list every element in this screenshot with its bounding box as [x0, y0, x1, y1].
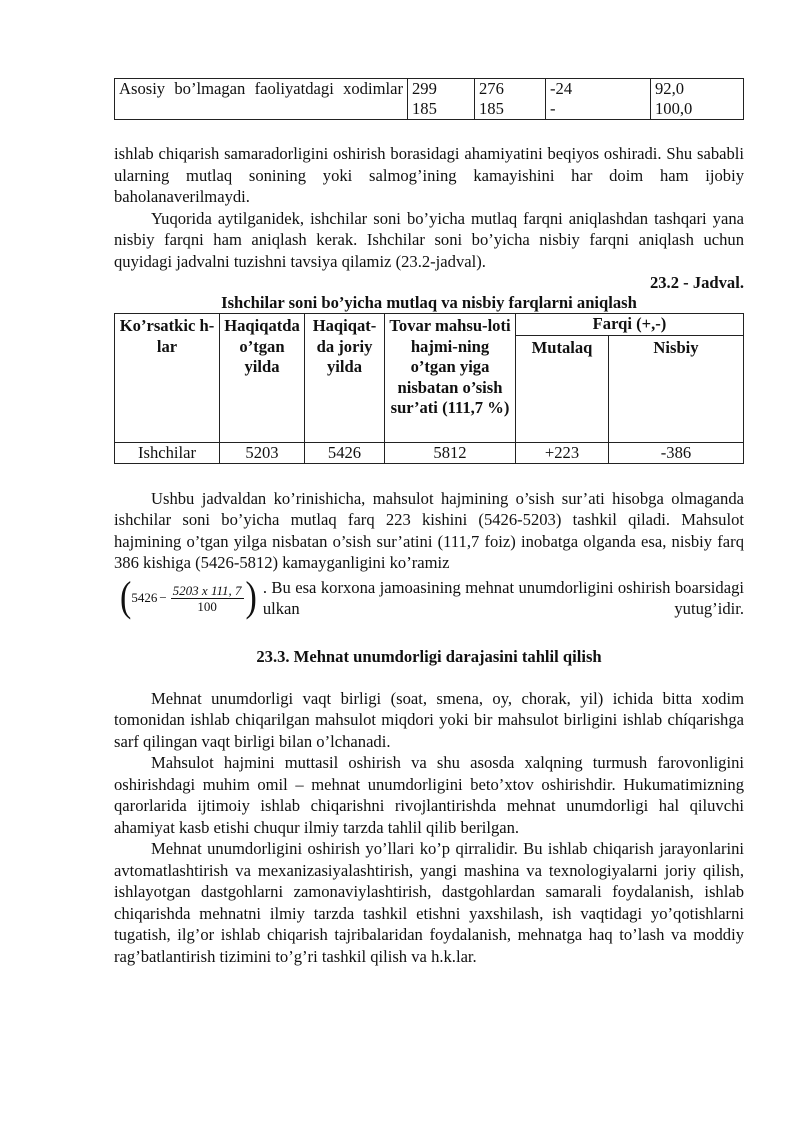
paragraph-continuation: . Bu esa korxona jamoasining mehnat unumdorligini oshirish boarsidagi ulkan yutug’idir. — [262, 577, 744, 618]
header-cell: Farqi (+,-) — [516, 314, 744, 336]
table-cell: 5203 — [220, 442, 305, 463]
formula-denominator: 100 — [197, 598, 217, 614]
table-cell — [408, 79, 475, 120]
paragraph: Yuqorida aytilganidek, ishchilar soni bo’yicha mutlaq farqni aniqlashdan tashqari yana nisbiy farqni ham aniqlash kerak. Ishchilar soni bo’yicha nisbiy farqni aniqlash uchun quyidagi jadvalni tuzishni tavsiya qilamiz (23.2-jadval). — [114, 208, 744, 271]
header-cell: Ko’rsatkic h-lar — [115, 314, 220, 443]
formula-paren: ) — [245, 574, 257, 621]
table-row — [115, 79, 744, 120]
cell-value: 276 — [479, 79, 504, 98]
formula-fraction — [171, 583, 244, 614]
table-cell: -386 — [609, 442, 744, 463]
header-cell: Haqiqat-da joriy yilda — [305, 314, 385, 443]
paragraph: Mehnat unumdorligi vaqt birligi (soat, smena, oy, chorak, yil) ichida bitta xodim tomonidan ishlab chiqarilgan mahsulot miqdori yoki bir mahsulot birligini ishlab chíqarishga sarf qilingan vaqt birligi bilan o’lchanadi. — [114, 688, 744, 751]
table-cell — [546, 79, 651, 120]
cell-value: 92,0 — [655, 79, 685, 98]
formula-term: 5426 — [131, 590, 158, 605]
formula-operator: − — [159, 590, 167, 605]
header-cell: Mutalaq — [516, 335, 609, 442]
table-cell — [651, 79, 744, 120]
paragraph: Mehnat unumdorligini oshirish yo’llari ko’p qirralidir. Bu ishlab chiqarish jarayonlarini avtomatlashtirish va mexanizasiyalashtirish, yangi mashina va texnologiyalarni joriy qilish, ishlayotgan dastgohlarni zamonaviylashtirish, dastgohlardan samarali foydalanish, ishlab chiqarishda mehnatni ilmiy tarzda tashkil etishni yaxshilash, ish vaqtidagi yo’qotishlarni tugatish, ilg’or ishlab chiqarish tajribalaridan foydalanish, mehnatga haq to’lash va moddiy rag’batlantirish tizimini to’g’ri tashkil qilish va h.k.lar. — [114, 839, 744, 966]
formula — [114, 574, 263, 621]
table-cell: +223 — [516, 442, 609, 463]
document-page — [114, 78, 744, 967]
cell-value: - — [550, 99, 556, 118]
table-header-row — [115, 314, 744, 336]
table-row — [115, 442, 744, 463]
table-title: Ishchilar soni bo’yicha mutlaq va nisbiy farqlarni aniqlash — [221, 293, 637, 312]
section-title: 23.3. Mehnat unumdorligi darajasini tahlil qilish — [256, 646, 602, 666]
data-table — [114, 313, 744, 464]
cell-value: 185 — [412, 99, 437, 118]
table-cell: 5426 — [305, 442, 385, 463]
table-cell: Ishchilar — [115, 442, 220, 463]
formula-line — [114, 574, 744, 621]
cell-value: 185 — [479, 99, 504, 118]
paragraph: Mahsulot hajmini muttasil oshirish va shu asosda xalqning turmush farovonligini oshirishdagi muhim omil – mehnat unumdorligini beto’xtov oshirishdir. Hukumatimizning qarorlarida ijtimoiy ishlab chiqarishni rivojlantirishda mehnat unumdorligi hal qiluvchi ahamiyat kasb etishi chuqur ilmiy tarzda tahlil qilib berilgan. — [114, 753, 744, 837]
table-number-label: 23.2 - Jadval. — [649, 273, 744, 292]
header-cell: Haqiqatda o’tgan yilda — [220, 314, 305, 443]
cell-value: -24 — [550, 79, 573, 98]
cell-value: 299 — [412, 79, 437, 98]
table-cell: 5812 — [385, 442, 516, 463]
top-table — [114, 78, 744, 120]
header-cell: Nisbiy — [609, 335, 744, 442]
paragraph: Ushbu jadvaldan ko’rinishicha, mahsulot hajmining o’sish sur’ati hisobga olmaganda ishchilar soni bo’yicha mutlaq farq 223 kishini (5426-5203) tashkil qiladi. Mahsulot hajmining o’tgan yilga nisbatan o’sish sur’atini (111,7 foiz) inobatga olganda esa, nisbiy farq 386 kishiga (5426-5812) kamayganligini ko’ramiz — [114, 488, 744, 572]
formula-numerator: 5203 x 111, 7 — [172, 582, 242, 598]
table-cell — [475, 79, 546, 120]
formula-paren: ( — [120, 574, 132, 621]
header-cell: Tovar mahsu-loti hajmi-ning o’tgan yiga nisbatan o’sish sur’ati (111,7 %) — [385, 314, 516, 443]
cell-value: 100,0 — [655, 99, 693, 118]
paragraph: ishlab chiqarish samaradorligini oshirish borasidagi ahamiyatini beqiyos oshiradi. Shu sababli ularning mutlaq sonining yoki salmog’ining kamayishini har doim ham ijobiy baholanaverilmaydi. — [114, 144, 744, 206]
table-cell-label: Asosiy bo’lmagan faoliyatdagi xodimlar — [115, 79, 408, 120]
